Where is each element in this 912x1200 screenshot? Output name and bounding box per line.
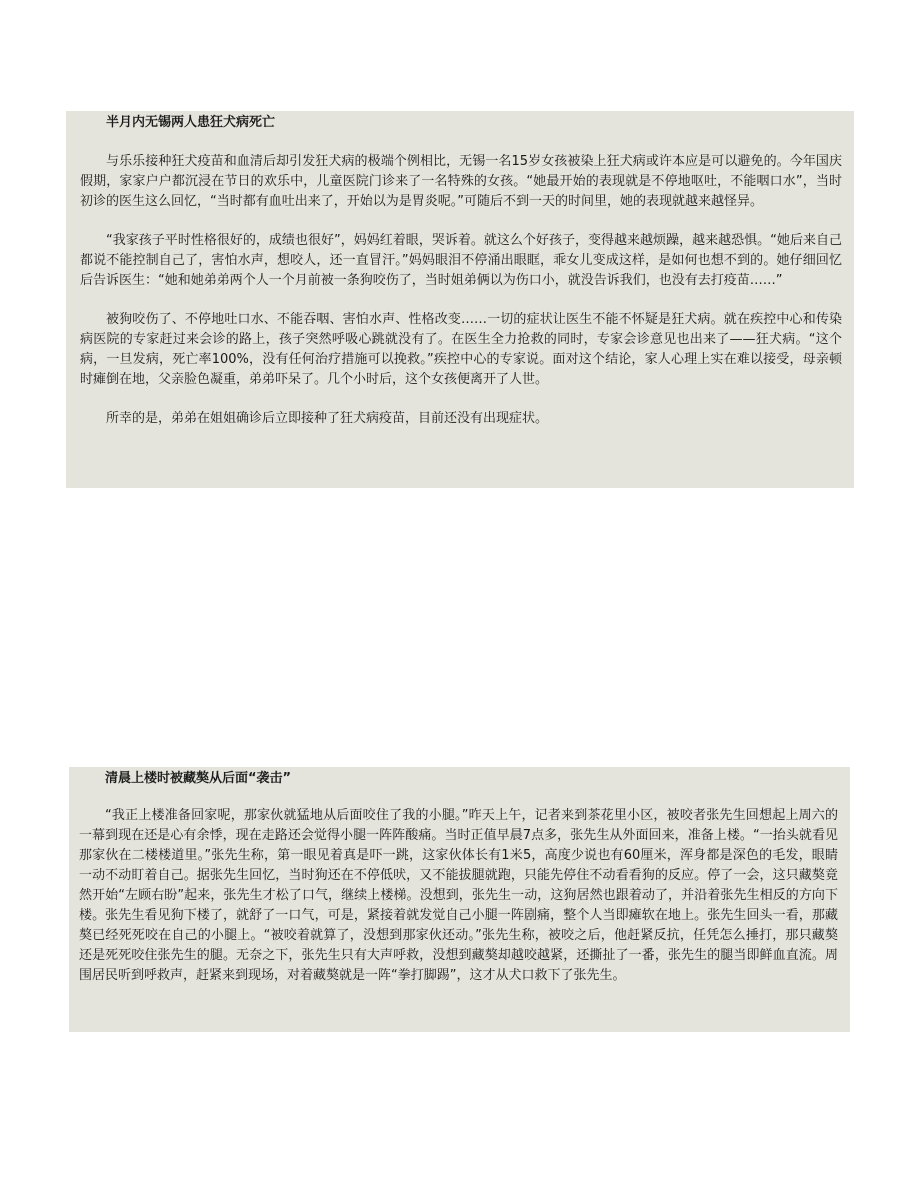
article-paragraph: “我正上楼准备回家呢，那家伙就猛地从后面咬住了我的小腿。”昨天上午，记者来到茶花里小区，被咬者张先生回想起上周六的一幕到现在还是心有余悸，现在走路还会觉得小腿一阵阵酸痛。当时正值早晨7点多，张先生从外面回来，准备上楼。“一抬头就看见那家伙在二楼楼道里。”张先生称，第一眼见着真是吓一跳，这家伙体长有1米5，高度少说也有60厘米，浑身都是深色的毛发，眼睛一动不动盯着自己。据张先生回忆，当时狗还在不停低吠，又不能拔腿就跑，只能先停住不动看看狗的反应。停了一会，这只藏獒竟然开始“左顾右盼”起来，张先生才松了口气，继续上楼梯。没想到，张先生一动，这狗居然也跟着动了，并沿着张先生相反的方向下楼。张先生看见狗下楼了，就舒了一口气，可是，紧接着就发觉自己小腿一阵剧痛，整个人当即瘫软在地上。张先生回头一看，那藏獒已经死死咬在自己的小腿上。“被咬着就算了，没想到那家伙还动。”张先生称，被咬之后，他赶紧反抗，任凭怎么捶打，那只藏獒还是死死咬住张先生的腿。无奈之下，张先生只有大声呼救，没想到藏獒却越咬越紧，还撕扯了一番，张先生的腿当即鲜血直流。周围居民听到呼救声，赶紧来到现场，对着藏獒就是一阵“拳打脚踢”，这才从犬口救下了张先生。 xyxy=(79,808,838,983)
article-panel-mastiff xyxy=(69,767,850,1032)
article-panel-rabies xyxy=(66,111,854,488)
article-paragraph: “我家孩子平时性格很好的，成绩也很好”，妈妈红着眼，哭诉着。就这么个好孩子，变得越来越烦躁，越来越恐惧。“她后来自己都说不能控制自己了，害怕水声，想咬人，还一直冒汗。”妈妈眼泪不停涌出眼眶，乖女儿变成这样，是如何也想不到的。她仔细回忆后告诉医生：“她和她弟弟两个人一个月前被一条狗咬伤了，当时姐弟俩以为伤口小，就没告诉我们，也没有去打疫苗……” xyxy=(80,233,842,288)
article-paragraph: 所幸的是，弟弟在姐姐确诊后立即接种了狂犬病疫苗，目前还没有出现症状。 xyxy=(106,411,549,426)
article-paragraph: 与乐乐接种狂犬疫苗和血清后却引发狂犬病的极端个例相比，无锡一名15岁女孩被染上狂犬病或许本应是可以避免的。今年国庆假期，家家户户都沉浸在节日的欢乐中，儿童医院门诊来了一名特殊的女孩。“她最开始的表现就是不停地呕吐，不能咽口水”，当时初诊的医生这么回忆，“当时都有血吐出来了，开始以为是胃炎呢。”可随后不到一天的时间里，她的表现就越来越怪异。 xyxy=(80,154,842,209)
article-paragraph: 被狗咬伤了、不停地吐口水、不能吞咽、害怕水声、性格改变……一切的症状让医生不能不怀疑是狂犬病。就在疾控中心和传染病医院的专家赶过来会诊的路上，孩子突然呼吸心跳就没有了。在医生全力抢救的同时，专家会诊意见也出来了——狂犬病。“这个病，一旦发病，死亡率100%，没有任何治疗措施可以挽救。”疾控中心的专家说。面对这个结论，家人心理上实在难以接受，母亲顿时瘫倒在地，父亲脸色凝重，弟弟吓呆了。几个小时后，这个女孩便离开了人世。 xyxy=(80,312,842,387)
article-title: 清晨上楼时被藏獒从后面“袭击” xyxy=(105,771,292,786)
article-title: 半月内无锡两人患狂犬病死亡 xyxy=(106,115,276,130)
